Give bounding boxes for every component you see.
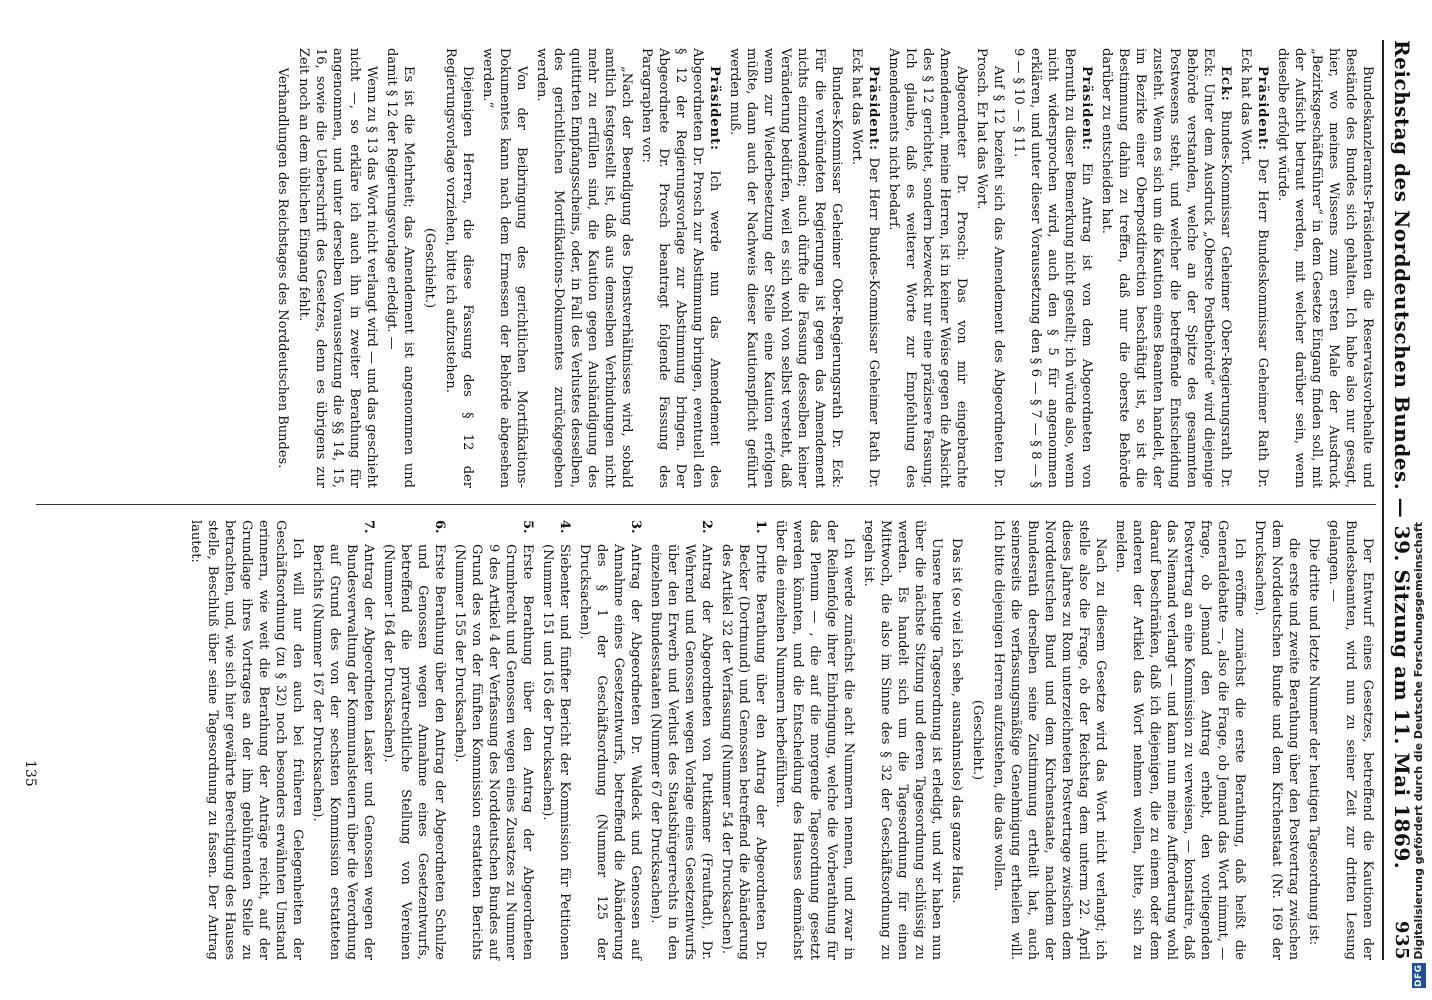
agenda-item-text: Erste Berathung über den Antrag der Abgeordneten Grumbrecht und Genossen wegen eines Zusatzes zu Nummer 9 des Artikel 4 der Verfassung des Norddeutschen Bundes auf Grund des von der fünften Kommission erstatteten Berichts (Nummer 155 der Drucksachen). [452,544,535,960]
speech-paragraph [1010,48,1095,488]
column-divider [36,504,1376,505]
speech-paragraph [1098,48,1234,488]
paragraph: Von der Beibringung des gerichtlichen Mortifikations-Dokumentes kann nach dem Ermessen der Behörde abgesehen werden.“ [480,48,529,488]
sheet-mark: 135 [22,760,38,787]
agenda-item [576,520,644,960]
speech-paragraph [638,48,723,488]
paragraph: Der Entwurf eines Gesetzes, betreffend die Kautionen der Bundesbeamten, wird nun zu seiner Zeit zur dritten Lesung gelangen. — [1326,520,1375,960]
agenda-item-number: 4. [557,520,572,534]
paragraph: Auf § 12 bezieht sich das Amendement des Abgeordneten Dr. Prosch. Er hat das Wort. [974,48,1006,488]
agenda-item-text: Dritte Berathung über den Antrag der Abgeordneten Dr. Becker (Dortmund) und Genossen betreffend die Abänderung des Artikel 32 der Verfassung (Nummer 54 der Drucksachen). [719,544,768,960]
speech-text: Ich werde nun das Amendement des Abgeordneten Dr. Prosch zur Abstimmung bringen, eventuell den § 12 der Regierungsvorlage zur Abstimmung bringen. Der Abgeordnete Dr. Prosch beantragt folgende Fassung des Paragraphen vor: [639,48,722,488]
agenda-item-number: 7. [361,520,376,534]
speech-paragraph [1237,48,1271,488]
stage-direction: Verhandlungen des Reichstages des Norddeutschen Bundes. [275,67,290,469]
header-rule [1382,40,1384,960]
speaker-name: Präsident: [1255,66,1270,151]
speech-text: Ein Antrag ist von dem Abgeordneten von Bernuth zu dieser Bemerkung nicht gestellt; ich würde also, wenn nicht widersprochen wird, auch den § 5 für angenommen erklären, und unter dieser Voraussetzung den § 6 — § 7 — § 8 — § 9 — § 10 — § 11. [1011,48,1094,488]
dfg-logo: DFG [1414,964,1424,987]
paragraph: Bundeskanzleramts-Präsidenten die Reservatsvorbehalte und Bestände des Bundes sich gehalten. Ich habe also nur gesagt, hier, wo meines Wissens zum ersten Male der Ausdruck „Bezirksgeschäftsführer“ in dem Gesetze Eingang finden soll, mit der Aufsicht betraut werden, mit welcher darüber sein, wenn dieselbe erfolgt würde. [1275,48,1375,488]
paragraph: Unsere heutige Tagesordnung ist erledigt, und wir haben nun über die nächste Sitzung und deren Tagesordnung schlüssig zu werden. Es handelt sich um die Tagesordnung für einen Mittwoch, die also im Sinne des § 32 der Geschäftsordnung zu regeln ist. [861,520,944,960]
paragraph: Diejenigen Herren, die diese Fassung des § 12 der Regierungsvorlage vorziehen, bitte ich aufzustehen. [443,48,475,488]
paragraph: Bundes-Kommissar Geheimer Ober-Regierungsrath Dr. Eck: Für die verbündeten Regierungen ist gegen das Amendement nichts einzuwenden; auch dürfte die Fassung desselben keiner Veränderung bedürfen, weil es sich wohl von selbst versteht, daß wenn zur Wiederbesetzung der Stelle eine Kaution erfolgen müßte, dann auch der Nachweis dieser Kautionspflicht geführt werden muß. [727,48,844,488]
agenda-item-text: Antrag der Abgeordneten Dr. Waldeck und Genossen auf Annahme eines Gesetzentwurfs, betreffend die Abänderung des § 1 der Geschäftsordnung (Nummer 125 der Drucksachen). [577,544,643,960]
speech-paragraph [848,48,882,488]
agenda-item-text: Erste Berathung über den Antrag der Abgeordneten Schulze und Genossen wegen Annahme eines Gesetzentwurfs, betreffend die privatrechtliche Stellung von Vereinen (Nummer 164 der Drucksachen). [381,544,447,960]
running-title: Reichstag des Norddeutschen Bundes. — 39. Sitzung am 11. Mai 1869. [1390,40,1414,870]
agenda-item [647,520,715,960]
agenda-item-number: 6. [432,520,447,534]
credit-label: Digitalisierung gefördert durch die Deutsche Forschungsgemeinschaft [1412,521,1425,960]
agenda-item-number: 1. [753,520,768,534]
agenda-item-text: Siebenter und fünfter Bericht der Kommission für Petitionen (Nummer 151 und 165 der Drucksachen). [540,544,572,960]
paragraph: Ich werde zunächst die acht Nummern nennen, und zwar in der Reihenfolge ihrer Einbringung, welche die Vorberathung für das Plenum — , die auf die morgende Tagesordnung gesetzt werden könnten, und die Entscheidung des Hauses demnächst über die einzelnen Nummern herbeiführen. [773,520,856,960]
speaker-name: Präsident: [866,66,881,151]
speaker-name: Eck: [1218,66,1233,102]
paragraph: Es ist die Mehrheit; das Amendement ist angenommen und damit § 12 der Regierungsvorlage erledigt. — [384,48,416,488]
page-number: 935 [1391,920,1413,960]
paragraph: „Nach der Beendigung des Dienstverhältnisses wird, sobald amtlich festgestellt ist, daß aus demselben Verbindungen nicht mehr zu erfüllen sind, die Kaution gegen Aushändigung des quittirten Empfangsscheins, oder, in Fall des Verlustes desselben, des gerichtlichen Mortifikations-Dokumentes zurückgegeben werden. [534,48,634,488]
speech-text: Der Herr Bundes-Kommissar Geheimer Rath Dr. Eck hat das Wort. [849,48,881,488]
agenda-item [451,520,536,960]
agenda-item-text: Antrag der Abgeordneten von Puttkamer (Frauftadt), Dr. Wehrend und Genossen wegen Vorlage eines Gesetzentwurfs über den Erwerb und Verlust des Staatsbürgerrechts in den einzelnen Bundesstaaten (Nummer 67 der Drucksachen). [648,544,714,960]
left-column [275,48,1376,488]
paragraph: Abgeordneter Dr. Prosch: Das von mir eingebrachte Amendement, meine Herren, ist in keiner Weise gegen die Absicht des § 12 gerichtet, sondern bezweckt nur eine präzisere Fassung. Ich glaube, daß es weiterer Worte zur Empfehlung des Amendements nicht bedarf. [886,48,969,488]
stage-direction: (Geschieht.) [970,699,985,781]
speaker-name: Präsident: [707,66,722,151]
speech-text: Der Herr Bundeskommissar Geheimer Rath Dr. Eck hat das Wort. [1238,48,1270,488]
paragraph: die erste und zweite Berathung über den Postvertrag zwischen dem Norddeutschen Bunde und dem Kirchenstaat (Nr. 169 der Drucksachen). [1252,520,1301,960]
right-column [36,520,1376,960]
agenda-item [718,520,769,960]
paragraph: Ich eröffne zunächst die erste Berathung, daß heißt die Generaldebatte —, also die Frage, ob Jemand das Wort nimmt, — frage, ob Jemand den Antrag erhebt, den vorliegenden Postvertrag an eine Kommission zu verweisen, — konstatire, daß das Niemand verlangt — und kann nun meine Aufforderung wohl darauf beschränken, daß ich diejenigen, die zu einem oder dem anderen der Artikel das Wort nehmen wollen, bitte, sich zu melden. [1113,520,1247,960]
speaker-name: Präsident: [1079,66,1094,151]
agenda-item [309,520,377,960]
paragraph: Nach zu diesem Gesetze wird das Wort nicht verlangt; ich stelle also die Frage, ob der Reichstag dem unterm 22. April dieses Jahres zu Rom unterzeichneten Postvertrage zwischen dem Norddeutschen Bund und dem Kirchenstaate, nachdem der Bundesrath derselben seine Zustimmung ertheilt hat, auch seinerseits die verfassungsmäßige Genehmigung ertheilen will. Ich bitte diejenigen Herren aufzustehen, die das wollen. [991,520,1108,960]
agenda-item-number: 2. [699,520,714,534]
paragraph: Die dritte und letzte Nummer der heutigen Tagesordnung ist: [1306,538,1321,946]
paragraph: Wenn zu § 13 das Wort nicht verlangt wird — und das geschieht nicht —, so erkläre ich auch ihn in zweiter Berathung für angenommen, und unter derselben Voraussetzung die §§ 14, 15, 16, sowie die Ueberschrift des Gesetzes, denn es übrigens zur Zeit noch an dem üblichen Eingang fehlt. [296,48,379,488]
agenda-item-text: Antrag der Abgeordneten Lasker und Genossen wegen der Bundesverwaltung der Kommunalsteuern über die Verordnung auf Grund des von der sechsten Kommission erstatteten Berichts (Nummer 167 der Drucksachen). [310,544,376,960]
agenda-item [539,520,573,960]
digitization-credit [1408,0,1430,1000]
paragraph: Das ist (so viel ich sehe, ausnahmslos) das ganze Haus. [949,538,964,904]
agenda-item-number: 5. [520,520,535,534]
credit-text [1412,522,1426,992]
stage-direction: (Geschieht.) [422,227,437,309]
speech-text: Bundes-Kommissar Geheimer Ober-Regierungsrath Dr. Eck: Unter dem Ausdruck „Oberste Postbehörde“ wird diejenige Behörde verstanden, welche an der Spitze des gesammten Postwesens steht, und welcher die betreffende Entscheidung zusteht. Wenn es sich um die Kaution eines Beamten handelt, der im Bezirke einer Oberpostdirection beschäftigt ist, so ist die Bestimmung dahin zu treffen, daß nur die oberste Behörde darüber zu entscheiden hat. [1099,48,1233,488]
agenda-item [380,520,448,960]
agenda-item-number: 3. [628,520,643,534]
paragraph: Ich will nur den auch bei früheren Gelegenheiten der Geschäftsordnung (zu § 32) noch besonders erwähnten Umstand erinnern, wie weit die Berathung der Anträge reicht, auf der Grundlage ihres Vortrages an der ihm gebührenden Stelle zu betrachten, und, wie sich hier gewährte Berechtigung des Hauses stelle, Beschluß über seine Tagesordnung zu fassen. Der Antrag lautet: [188,520,305,960]
